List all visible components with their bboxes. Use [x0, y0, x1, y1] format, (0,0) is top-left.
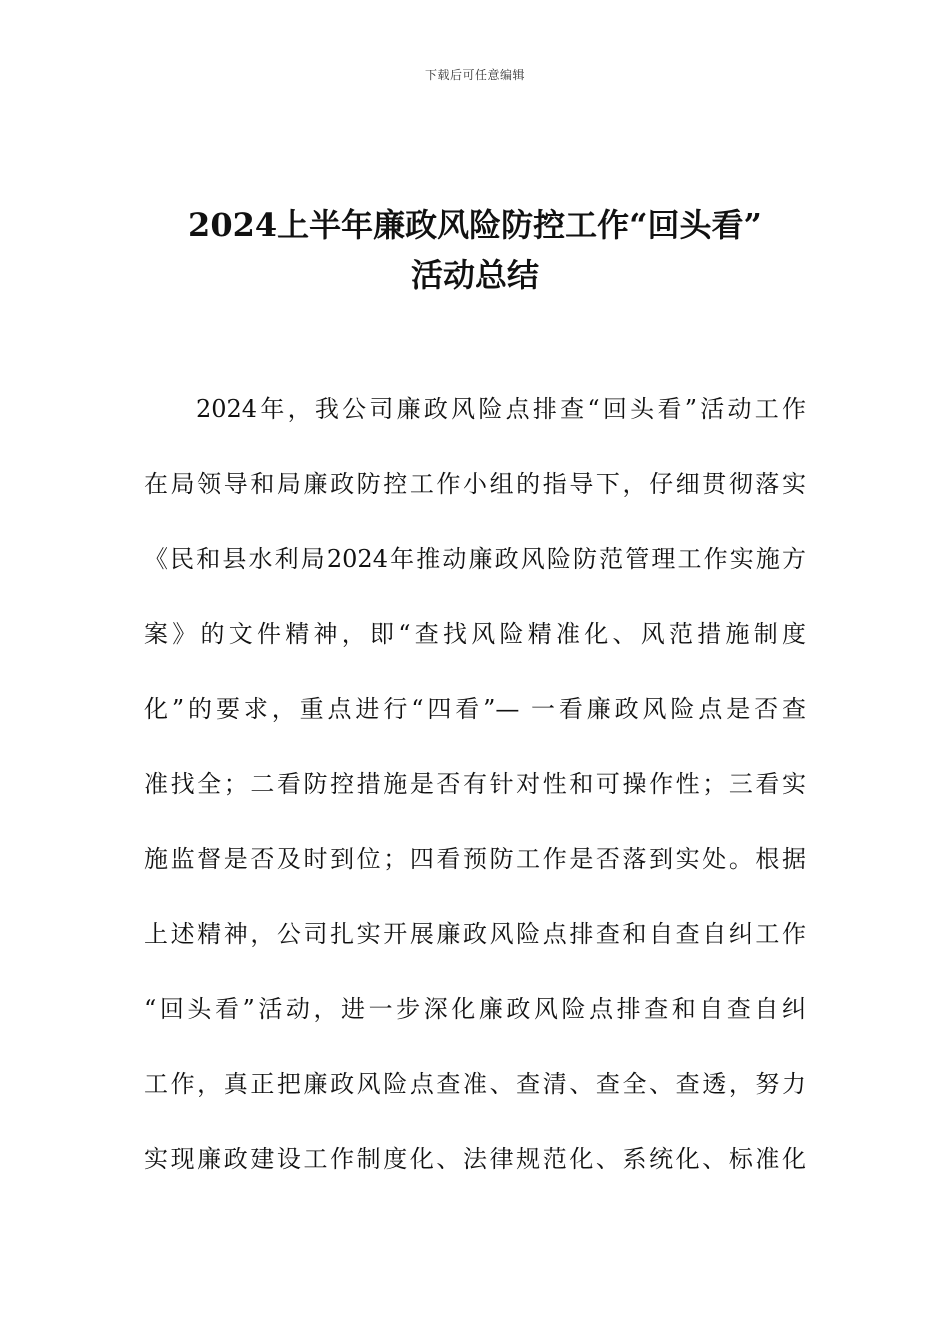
body-line: 《民和县水利局2024年推动廉政风险防范管理工作实施方 — [144, 545, 806, 573]
document-title — [140, 200, 810, 300]
body-line: 化”的要求，重点进行“四看”— 一看廉政风险点是否查 — [144, 695, 806, 723]
body-line: 实现廉政建设工作制度化、法律规范化、系统化、标准化 — [144, 1145, 806, 1173]
body-line: 案》的文件精神，即“查找风险精准化、风范措施制度 — [144, 620, 806, 648]
body-line: 2024年，我公司廉政风险点排查“回头看”活动工作 — [196, 395, 806, 423]
document-body — [144, 385, 806, 1210]
body-line: 上述精神，公司扎实开展廉政风险点排查和自查自纠工作 — [144, 920, 806, 948]
body-line: “回头看”活动，进一步深化廉政风险点排查和自查自纠 — [144, 995, 806, 1023]
page-header-note: 下载后可任意编辑 — [424, 68, 525, 82]
document-title-line-2: 活动总结 — [410, 256, 539, 294]
document-title-line-1: 2024上半年廉政风险防控工作“回头看” — [188, 206, 762, 244]
body-line: 准找全；二看防控措施是否有针对性和可操作性；三看实 — [144, 770, 806, 798]
body-line: 工作，真正把廉政风险点查准、查清、查全、查透，努力 — [144, 1070, 806, 1098]
body-line: 在局领导和局廉政防控工作小组的指导下，仔细贯彻落实 — [144, 470, 806, 498]
body-line: 施监督是否及时到位；四看预防工作是否落到实处。根据 — [144, 845, 806, 873]
